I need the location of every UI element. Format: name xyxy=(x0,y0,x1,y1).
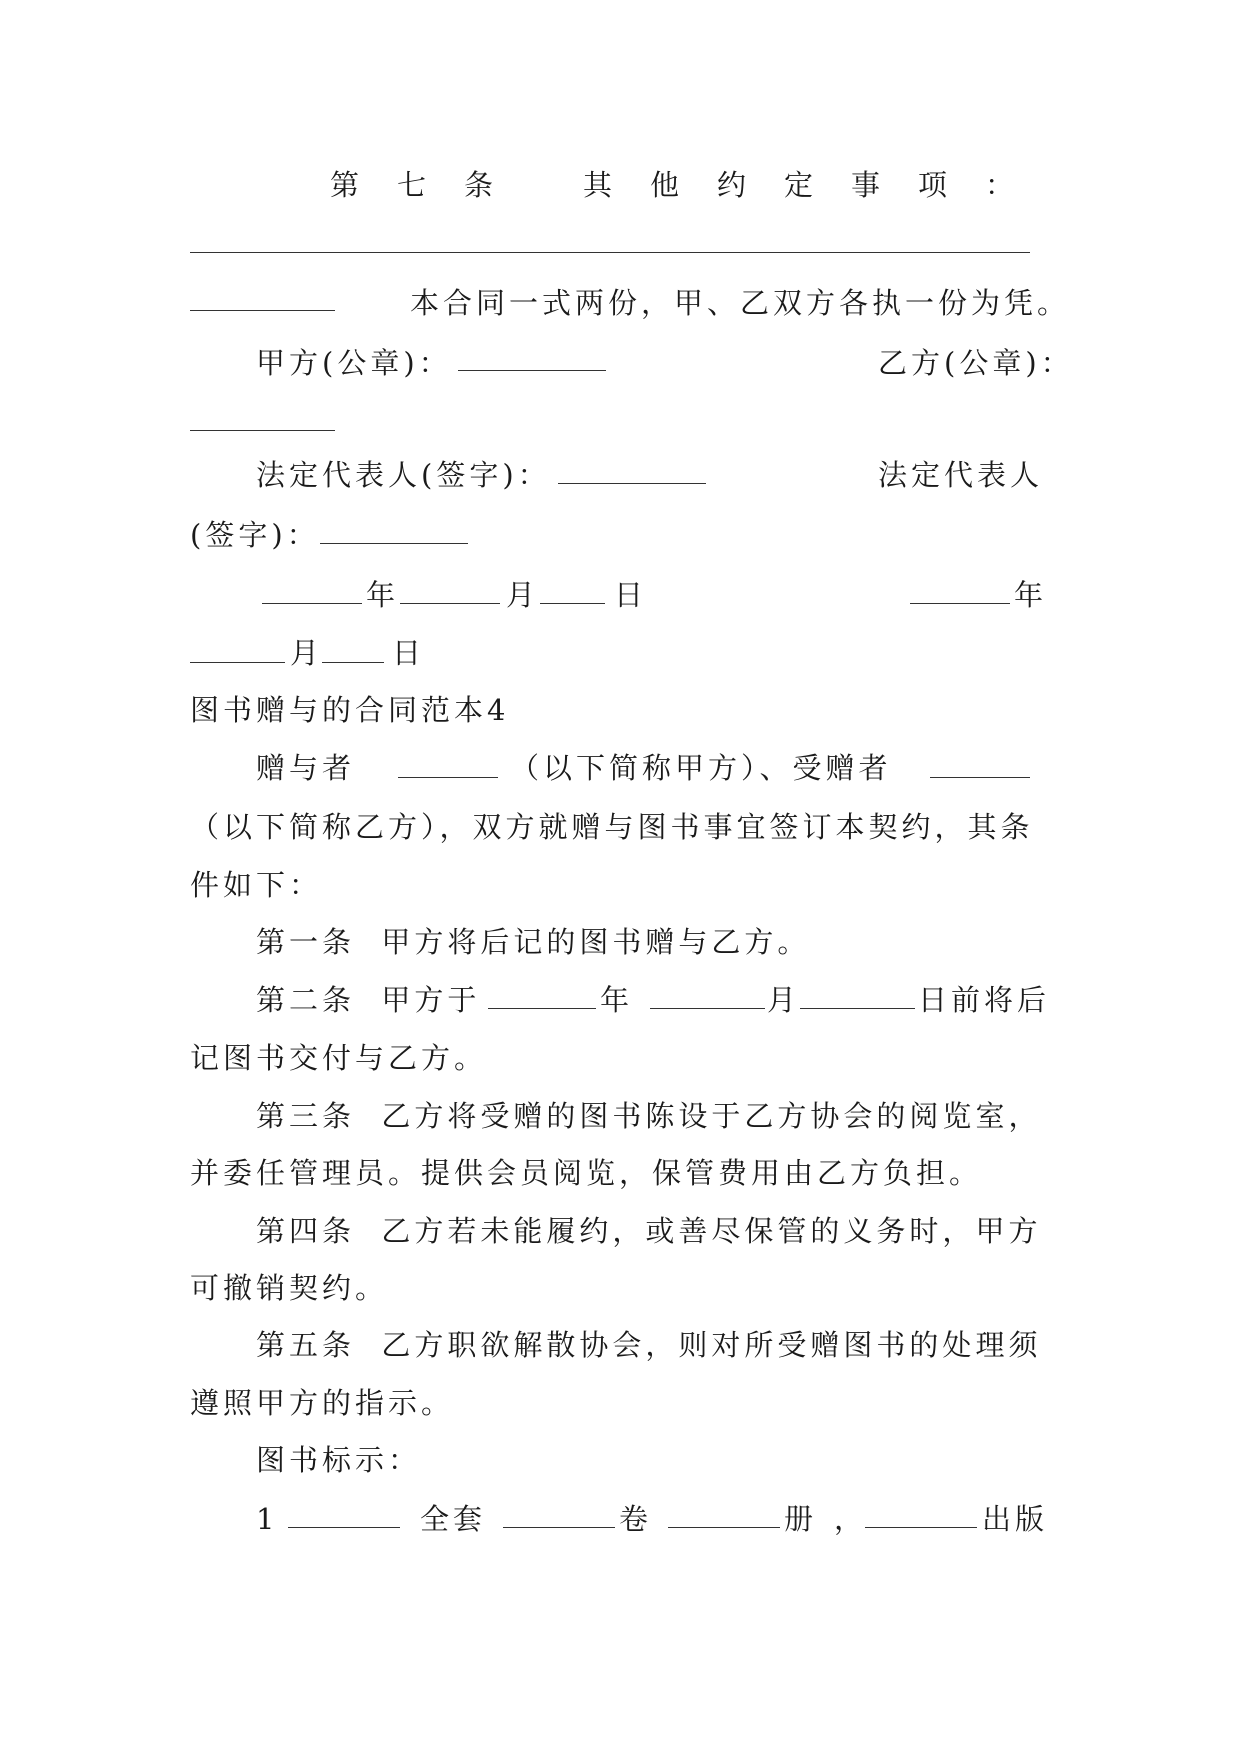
date-a-month-blank xyxy=(400,603,500,604)
books-label: 图书标示： xyxy=(256,1443,422,1477)
party-b-seal-blank xyxy=(190,430,335,431)
article2-line2: 记图书交付与乙方。 xyxy=(190,1041,488,1075)
article3-line2: 并委任管理员。提供会员阅览，保管费用由乙方负担。 xyxy=(190,1156,983,1190)
intro-donor: 赠与者 xyxy=(256,751,356,785)
intro-a-abbr: （以下简称甲方）、受赠者 xyxy=(510,751,892,785)
art2-year: 年 xyxy=(600,983,634,1017)
article4-line2: 可撤销契约。 xyxy=(190,1271,389,1305)
date-a-day: 日 xyxy=(614,578,648,612)
article5-line1: 第五条 乙方职欲解散协会，则对所受赠图书的处理须 xyxy=(256,1328,1042,1362)
rep-b-blank xyxy=(320,543,468,544)
book1-title-blank xyxy=(288,1527,400,1528)
art2-year-blank xyxy=(488,1008,596,1009)
article7-colon: ： xyxy=(985,168,1053,202)
date-a-month: 月 xyxy=(506,578,540,612)
date-a-year: 年 xyxy=(366,578,400,612)
book1-book-blank xyxy=(668,1527,780,1528)
rep-a-blank xyxy=(558,483,706,484)
date-a-year-blank xyxy=(262,603,362,604)
book1-vol: 卷 xyxy=(619,1502,653,1536)
book1-set: 全套 xyxy=(420,1502,487,1536)
article7-line xyxy=(330,165,1052,205)
date-b-month: 月 xyxy=(290,636,324,670)
blank-line-full xyxy=(190,252,1030,253)
article7-label: 第七条 xyxy=(330,168,532,202)
art2-month-blank xyxy=(650,1008,765,1009)
intro-tail: 件如下： xyxy=(190,868,323,902)
book1-publish: 出版 xyxy=(982,1502,1049,1536)
rep-b-sign-label: (签字)： xyxy=(190,518,320,552)
article5-line2: 遵照甲方的指示。 xyxy=(190,1386,455,1420)
closing-text: 本合同一式两份，甲、乙双方各执一份为凭。 xyxy=(410,286,1071,320)
date-b-year: 年 xyxy=(1014,578,1048,612)
blank-line xyxy=(190,310,335,311)
date-b-month-blank xyxy=(190,662,285,663)
book1-num: 1 xyxy=(256,1502,279,1536)
party-a-seal-blank xyxy=(458,370,606,371)
rep-b-label: 法定代表人 xyxy=(878,458,1044,492)
book1-comma: ， xyxy=(834,1502,868,1536)
article4-line1: 第四条 乙方若未能履约，或善尽保管的义务时，甲方 xyxy=(256,1214,1042,1248)
intro-b-abbr: （以下简称乙方），双方就赠与图书事宜签订本契约，其条 xyxy=(190,810,1034,844)
date-b-day-blank xyxy=(322,662,384,663)
art2-month: 月 xyxy=(767,983,801,1017)
date-b-year-blank xyxy=(910,603,1010,604)
party-a-seal-label: 甲方(公章)： xyxy=(256,346,452,380)
donor-blank xyxy=(398,777,498,778)
rep-a-label: 法定代表人(签字)： xyxy=(256,458,551,492)
article2-suffix: 日前将后 xyxy=(918,983,1051,1017)
article2-prefix: 第二条 甲方于 xyxy=(256,983,481,1017)
book1-vol-blank xyxy=(503,1527,615,1528)
article7-title: 其他约定事项 xyxy=(583,168,986,202)
donee-blank xyxy=(930,777,1030,778)
book1-publish-blank xyxy=(865,1527,977,1528)
article1: 第一条 甲方将后记的图书赠与乙方。 xyxy=(256,925,811,959)
article3-line1: 第三条 乙方将受赠的图书陈设于乙方协会的阅览室， xyxy=(256,1099,1042,1133)
art2-day-blank xyxy=(800,1008,915,1009)
book1-book: 册 xyxy=(784,1502,818,1536)
date-a-day-blank xyxy=(540,603,605,604)
party-b-seal-label: 乙方(公章)： xyxy=(878,346,1074,380)
contract-heading: 图书赠与的合同范本4 xyxy=(190,693,510,727)
date-b-day: 日 xyxy=(392,636,426,670)
